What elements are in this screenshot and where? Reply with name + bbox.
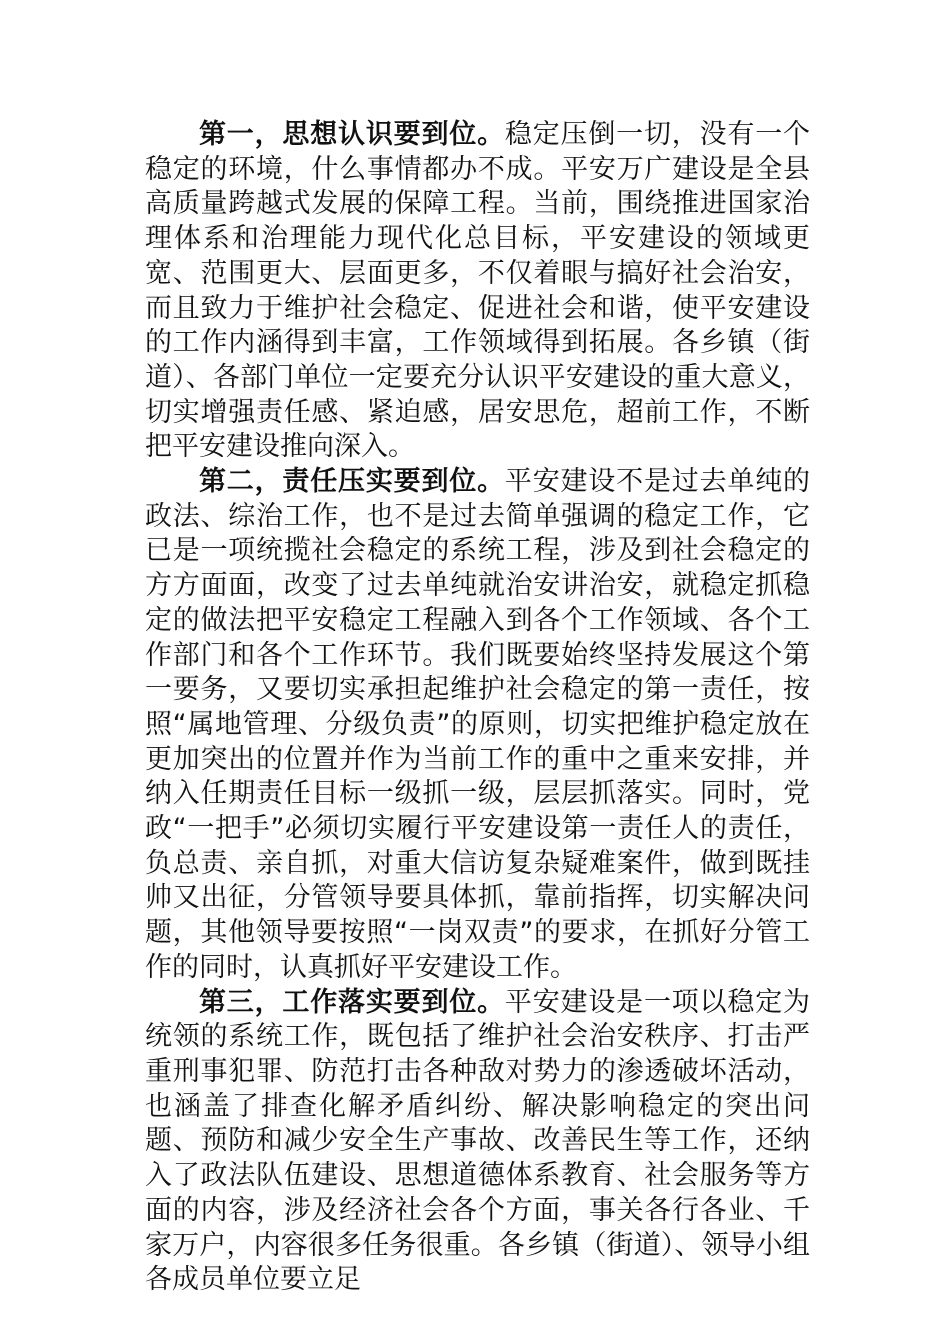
paragraph-3-text: 平安建设是一项以稳定为统领的系统工作，既包括了维护社会治安秩序、打击严重刑事犯罪、防范打击各种敌对势力的渗透破坏活动，也涵盖了排查化解矛盾纠纷、解决影响稳定的突出问题、预防和减少安全生产事故、改善民生等工作，还纳入了政法队伍建设、思想道德体系教育、社会服务等方面的内容，涉及经济社会各个方面，事关各行各业、千家万户，内容很多任务很重。各乡镇（街道）、领导小组各成员单位要立足: [145, 986, 811, 1296]
paragraph-1-text: 稳定压倒一切，没有一个稳定的环境，什么事情都办不成。平安万广建设是全县高质量跨越式发展的保障工程。当前，围绕推进国家治理体系和治理能力现代化总目标，平安建设的领域更宽、范围更大、层面更多，不仅着眼与搞好社会治安，而且致力于维护社会稳定、促进社会和谐，使平安建设的工作内涵得到丰富，工作领域得到拓展。各乡镇（街道）、各部门单位一定要充分认识平安建设的重大意义，切实增强责任感、紧迫感，居安思危，超前工作，不断把平安建设推向深入。: [145, 119, 811, 463]
paragraph-2-text: 平安建设不是过去单纯的政法、综治工作，也不是过去简单强调的稳定工作，它已是一项统揽社会稳定的系统工程，涉及到社会稳定的方方面面，改变了过去单纯就治安讲治安，就稳定抓稳定的做法把平安稳定工程融入到各个工作领域、各个工作部门和各个工作环节。我们既要始终坚持发展这个第一要务，又要切实承担起维护社会稳定的第一责任，按照“属地管理、分级负责”的原则，切实把维护稳定放在更加突出的位置并作为当前工作的重中之重来安排，并纳入任期责任目标一级抓一级，层层抓落实。同时，党政“一把手”必须切实履行平安建设第一责任人的责任，负总责、亲自抓，对重大信访复杂疑难案件，做到既挂帅又出征，分管领导要具体抓，靠前指挥，切实解决问题，其他领导要按照“一岗双责”的要求，在抓好分管工作的同时，认真抓好平安建设工作。: [145, 466, 811, 983]
document-body: [145, 118, 810, 1298]
paragraph-3: [145, 986, 810, 1298]
paragraph-2-heading: 第二，责任压实要到位。: [199, 466, 505, 498]
paragraph-3-heading: 第三，工作落实要到位。: [199, 986, 505, 1018]
paragraph-1-heading: 第一，思想认识要到位。: [199, 119, 505, 150]
paragraph-2: [145, 465, 810, 986]
paragraph-1: [145, 118, 810, 465]
